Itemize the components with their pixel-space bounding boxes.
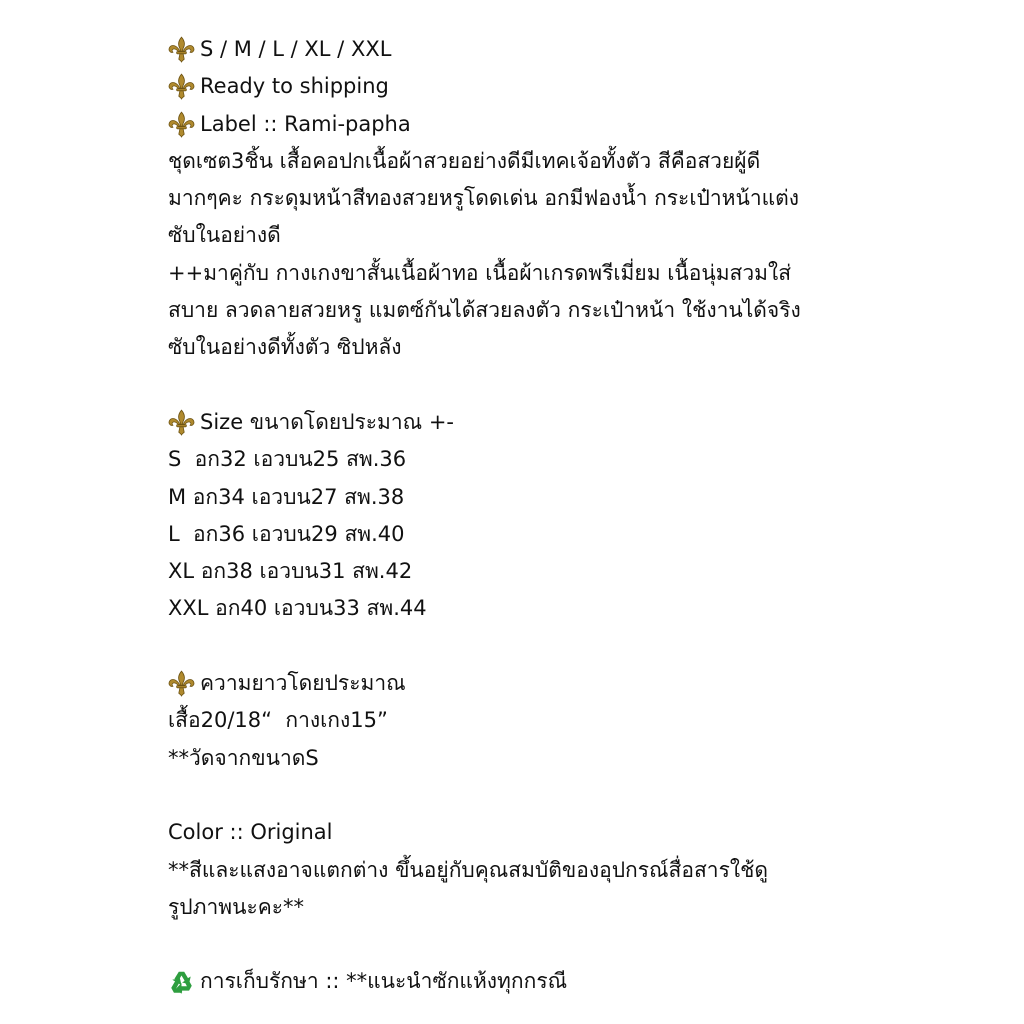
fleur-de-lis-icon xyxy=(168,73,195,100)
length-heading: ความยาวโดยประมาณ xyxy=(200,671,406,696)
color-note-line-2: รูปภาพนะคะ** xyxy=(168,894,305,919)
size-heading: Size ขนาดโดยประมาณ +- xyxy=(200,409,454,434)
fleur-de-lis-icon xyxy=(168,111,195,138)
label-text: Label :: Rami-papha xyxy=(200,111,411,136)
shipping-line xyxy=(168,68,868,105)
fleur-de-lis-icon xyxy=(168,670,195,697)
spacer xyxy=(168,926,868,963)
length-heading-line xyxy=(168,665,868,702)
size-row-m: M อก34 เอวบน27 สพ.38 xyxy=(168,484,405,509)
length-values-line: เสื้อ20/18“ กางเกง15” xyxy=(168,708,388,733)
description-line-6: ซับในอย่างดีทั้งตัว ซิปหลัง xyxy=(168,335,402,360)
fleur-de-lis-icon xyxy=(168,36,195,63)
fleur-de-lis-icon xyxy=(168,409,195,436)
size-heading-line xyxy=(168,404,868,441)
description-line-5: สบาย ลวดลายสวยหรู แมตซ์กันได้สวยลงตัว กระเป๋าหน้า ใช้งานได้จริง xyxy=(168,298,801,323)
color-note-line-1: **สีและแสงอาจแตกต่าง ขึ้นอยู่กับคุณสมบัติของอุปกรณ์สื่อสารใช้ดู xyxy=(168,857,768,882)
size-row-l: L อก36 เอวบน29 สพ.40 xyxy=(168,521,405,546)
description-line-4: ++มาคู่กับ กางเกงขาสั้นเนื้อผ้าทอ เนื้อผ้าเกรดพรีเมี่ยม เนื้อนุ่มสวมใส่ xyxy=(168,260,792,285)
size-row-s: S อก32 เอวบน25 สพ.36 xyxy=(168,447,407,472)
product-description xyxy=(168,31,868,1001)
recycle-icon xyxy=(168,969,195,996)
size-row-xl: XL อก38 เอวบน31 สพ.42 xyxy=(168,559,413,584)
description-line-1: ชุดเซต3ชิ้น เสื้อคอปกเนื้อผ้าสวยอย่างดีมีเทคเจ้อทั้งตัว สีคือสวยผู้ดี xyxy=(168,148,761,173)
shipping-text: Ready to shipping xyxy=(200,74,389,99)
care-text: การเก็บรักษา :: **แนะนำซักแห้งทุกกรณี xyxy=(200,969,568,994)
spacer xyxy=(168,777,868,814)
spacer xyxy=(168,628,868,665)
sizes-text: S / M / L / XL / XXL xyxy=(200,37,392,61)
color-line: Color :: Original xyxy=(168,820,333,845)
spacer xyxy=(168,367,868,404)
sizes-line xyxy=(168,31,868,68)
description-line-2: มากๆคะ กระดุมหน้าสีทองสวยหรูโดดเด่น อกมีฟองน้ำ กระเป๋าหน้าแต่ง xyxy=(168,186,800,211)
length-note-line: **วัดจากขนาดS xyxy=(168,745,319,770)
care-line xyxy=(168,963,868,1000)
label-line xyxy=(168,106,868,143)
description-line-3: ซับในอย่างดี xyxy=(168,223,281,248)
size-row-xxl: XXL อก40 เอวบน33 สพ.44 xyxy=(168,596,427,621)
